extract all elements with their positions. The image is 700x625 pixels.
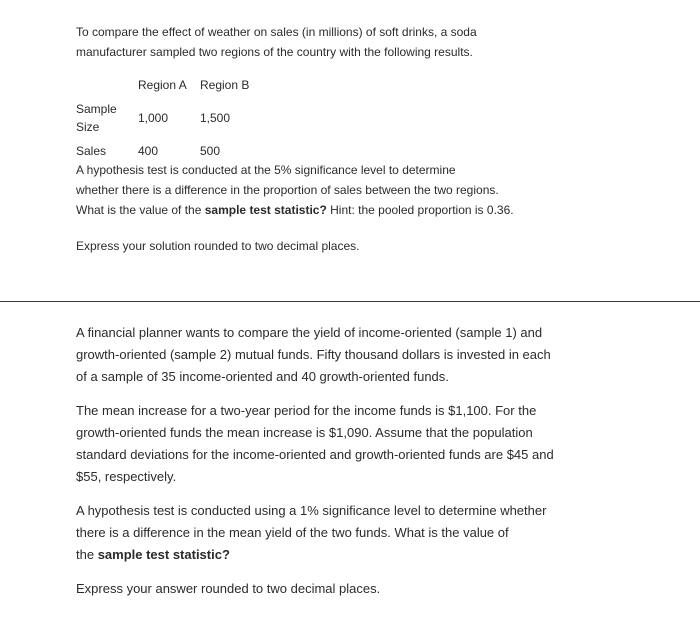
q2-p2-line-3: standard deviations for the income-oriented and growth-oriented funds are $45 and xyxy=(76,447,554,462)
q2-p3-line-3 xyxy=(76,544,676,566)
q1-intro-line-1: To compare the effect of weather on sales (in millions) of soft drinks, a soda xyxy=(76,25,477,39)
table-row-label-sales: Sales xyxy=(76,144,107,158)
q2-instruction: Express your answer rounded to two decimal places. xyxy=(76,581,381,596)
q1-body-line-3 xyxy=(76,200,676,220)
table-cell-sales-b: 500 xyxy=(200,144,221,158)
q1-body-line-3-post: Hint: the pooled proportion is 0.36. xyxy=(326,203,514,217)
q1-instruction: Express your solution rounded to two decimal places. xyxy=(76,239,360,253)
q2-p1-line-1: A financial planner wants to compare the yield of income-oriented (sample 1) and xyxy=(76,325,543,340)
q2-p1-line-3: of a sample of 35 income-oriented and 40 growth-oriented funds. xyxy=(76,369,449,384)
q2-bold-term: sample test statistic? xyxy=(97,547,230,562)
q1-intro-line-2: manufacturer sampled two regions of the country with the following results. xyxy=(76,45,473,59)
q1-data-table xyxy=(76,62,676,158)
q2-p3-line-2: there is a difference in the mean yield of the two funds. What is the value of xyxy=(76,525,509,540)
q2-p2-line-1: The mean increase for a two-year period for the income funds is $1,100. For the xyxy=(76,403,537,418)
table-cell-sample-b: 1,500 xyxy=(200,111,231,125)
q2-paragraph-1 xyxy=(76,322,676,388)
q2-p2-line-4: $55, respectively. xyxy=(76,469,177,484)
question-2 xyxy=(76,322,676,600)
q2-p3-line-3-pre: the xyxy=(76,547,98,562)
section-divider xyxy=(0,301,700,302)
table-header-region-b: Region B xyxy=(200,78,250,92)
q2-p1-line-2: growth-oriented (sample 2) mutual funds. Fifty thousand dollars is invested in each xyxy=(76,347,551,362)
q1-body-line-3-pre: What is the value of the xyxy=(76,203,205,217)
q2-paragraph-2 xyxy=(76,400,676,488)
q1-body-line-2: whether there is a difference in the proportion of sales between the two regions. xyxy=(76,183,499,197)
table-row-label-size: Size xyxy=(76,120,100,134)
q1-body-line-1: A hypothesis test is conducted at the 5% significance level to determine xyxy=(76,163,456,177)
table-cell-sales-a: 400 xyxy=(138,144,159,158)
q2-paragraph-3 xyxy=(76,500,676,566)
table-row-label-sample: Sample xyxy=(76,102,117,116)
q1-bold-term: sample test statistic? xyxy=(204,203,327,217)
question-1 xyxy=(76,22,676,256)
table-header-region-a: Region A xyxy=(138,78,187,92)
q2-p2-line-2: growth-oriented funds the mean increase is $1,090. Assume that the population xyxy=(76,425,533,440)
q2-p3-line-1: A hypothesis test is conducted using a 1% significance level to determine whether xyxy=(76,503,547,518)
table-cell-sample-a: 1,000 xyxy=(138,111,169,125)
